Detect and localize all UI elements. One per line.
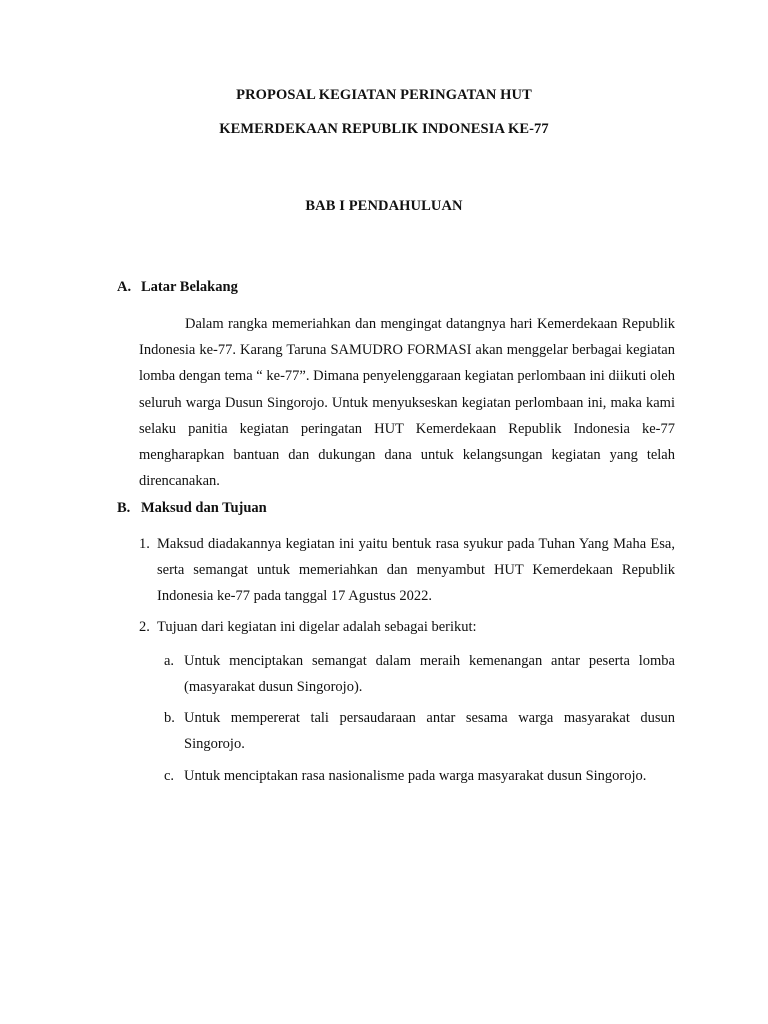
section-a-heading — [117, 279, 238, 296]
list-item-1-marker: 1. — [139, 536, 150, 552]
sublist-item-c-text: Untuk menciptakan rasa nasionalisme pada warga masyarakat dusun Singorojo. — [184, 768, 647, 784]
sublist-item-c-marker: c. — [164, 768, 175, 784]
sublist-item-b-marker: b. — [164, 710, 175, 726]
list-item-1 — [139, 531, 675, 610]
section-b-title: Maksud dan Tujuan — [141, 500, 267, 516]
sublist-item-a-marker: a. — [164, 653, 175, 669]
list-item-1-text: Maksud diadakannya kegiatan ini yaitu bentuk rasa syukur pada Tuhan Yang Maha Esa, serta semangat untuk memeriahkan dan menyambut HUT Kemerdekaan Republik Indonesia ke-77 pada tanggal 17 Agustus 2022. — [157, 536, 675, 605]
section-a-title: Latar Belakang — [141, 279, 238, 295]
section-b-letter: B. — [117, 500, 131, 516]
section-b-heading — [117, 500, 267, 517]
sublist-item-a-text: Untuk menciptakan semangat dalam meraih kemenangan antar peserta lomba (masyarakat dusun Singorojo). — [184, 653, 675, 696]
document-title-line-1: PROPOSAL KEGIATAN PERINGATAN HUT — [236, 87, 532, 103]
sublist-item-a — [164, 648, 675, 700]
list-item-2 — [139, 614, 675, 640]
chapter-heading: BAB I PENDAHULUAN — [305, 198, 463, 214]
list-item-2-text: Tujuan dari kegiatan ini digelar adalah sebagai berikut: — [157, 619, 477, 635]
list-item-2-marker: 2. — [139, 619, 150, 635]
sublist-item-b — [164, 705, 675, 757]
latar-belakang-paragraph: Dalam rangka memeriahkan dan mengingat datangnya hari Kemerdekaan Republik Indonesia ke-77. Karang Taruna SAMUDRO FORMASI akan menggelar berbagai kegiatan lomba dengan tema “ ke-77”. Dimana penyelenggaraan kegiatan perlombaan ini diikuti oleh seluruh warga Dusun Singorojo. Untuk menyukseskan kegiatan perlombaan ini, maka kami selaku panitia kegiatan peringatan HUT Kemerdekaan Republik Indonesia ke-77 mengharapkan bantuan dan dukungan dana untuk kelangsungan kegiatan yang telah direncanakan. — [139, 316, 675, 490]
section-a-letter: A. — [117, 279, 132, 295]
sublist-item-b-text: Untuk mempererat tali persaudaraan antar sesama warga masyarakat dusun Singorojo. — [184, 710, 675, 753]
document-title-line-2: KEMERDEKAAN REPUBLIK INDONESIA KE-77 — [219, 121, 549, 137]
sublist-item-c — [164, 763, 675, 789]
